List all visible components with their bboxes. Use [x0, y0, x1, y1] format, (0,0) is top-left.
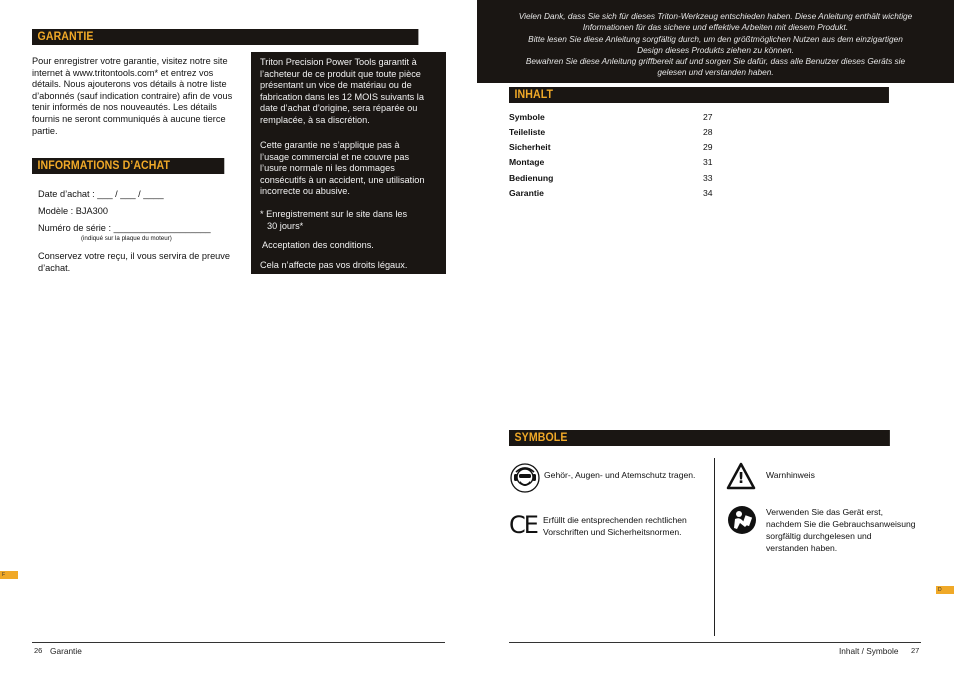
achat-heading: INFORMATIONS D’ACHAT — [32, 158, 224, 174]
toc-item-teileliste[interactable] — [509, 127, 719, 141]
toc-page: 34 — [703, 188, 713, 198]
footer-page-number-right: 27 — [911, 646, 920, 655]
toc-label: Teileliste — [509, 127, 546, 137]
protection-gear-text: Gehör-, Augen- und Atemschutz tragen. — [544, 470, 696, 480]
text-line: détails. Nous ajouterons vos détails à notre liste — [32, 79, 227, 90]
model-number: Modèle : BJA300 — [38, 206, 108, 216]
toc-item-montage[interactable] — [509, 157, 719, 171]
symbole-heading: SYMBOLE — [509, 430, 890, 446]
intro-banner — [477, 0, 954, 83]
garantie-text — [32, 56, 247, 137]
text-line: sorgfältig durchgelesen und — [766, 531, 872, 541]
toc-page: 27 — [703, 112, 713, 122]
footer-divider-right — [509, 642, 921, 643]
ce-mark-text — [543, 514, 687, 538]
text-line: fournis ne seront communiqués à aucune tierce — [32, 113, 226, 124]
text-line: Erfüllt die entsprechenden rechtlichen — [543, 515, 687, 525]
toc-page: 33 — [703, 173, 713, 183]
footer-title-right: Inhalt / Symbole — [839, 646, 899, 656]
warranty-terms-box — [251, 52, 446, 274]
text-line: Vorschriften und Sicherheitsnormen. — [543, 527, 682, 537]
toc-item-garantie[interactable] — [509, 188, 719, 202]
ce-mark-icon: CE — [509, 511, 537, 539]
purchase-date: Date d’achat : ___ / ___ / ____ — [38, 189, 164, 199]
toc-item-sicherheit[interactable] — [509, 142, 719, 156]
warning-triangle-icon: ! — [726, 462, 756, 495]
warranty-para-4: Acceptation des conditions. — [262, 240, 374, 250]
toc-item-bedienung[interactable] — [509, 173, 719, 187]
text-line: Verwenden Sie das Gerät erst, — [766, 507, 884, 517]
symbol-column-divider — [714, 458, 715, 636]
serial-number: Numéro de série : ___________________ — [38, 223, 211, 233]
text-line: Pour enregistrer votre garantie, visitez notre site — [32, 56, 228, 66]
protection-gear-icon — [510, 463, 540, 498]
read-manual-icon — [727, 505, 757, 540]
garantie-heading: GARANTIE — [32, 29, 418, 45]
toc-item-symbole[interactable] — [509, 112, 719, 126]
footer-title-left: Garantie — [50, 646, 82, 656]
text-line: d’abonnés (sauf indication contraire) afin de vous — [32, 90, 233, 101]
intro-text: Vielen Dank, dass Sie sich für dieses Triton-Werkzeug entschieden haben. Diese Anleitung enthält wichtige Informationen für das sichere und effektive Arbeiten mit diesem Produkt. Bitte lesen Sie diese Anleitung sorgfältig durch, um den größtmöglichen Nutzen aus dem einzigartigen Design dieses Produkts ziehen zu können. Bewahren Sie diese Anleitung griffbereit auf und sorgen Sie dafür, dass alle Benutzer dieses Geräts sie gelesen und verstanden haben. — [518, 11, 913, 78]
warranty-para-2: Cette garantie ne s’applique pas à l’usage commercial et ne couvre pas l’usure normale ni les dommages consécutifs à un accident, une utilisation incorrecte ou abusive. — [260, 140, 425, 197]
text-line: d’achat. — [38, 262, 71, 273]
text-line: nachdem Sie die Gebrauchsanweisung — [766, 519, 916, 529]
toc-page: 29 — [703, 142, 713, 152]
warranty-para-5: Cela n’affecte pas vos droits légaux. — [260, 260, 408, 270]
text-line: tenir informés de nos nouveautés. Les détails — [32, 102, 217, 113]
warning-text: Warnhinweis — [766, 470, 815, 480]
read-manual-text — [766, 506, 916, 554]
toc-label: Montage — [509, 157, 545, 167]
toc-label: Symbole — [509, 112, 545, 122]
toc-label: Sicherheit — [509, 142, 551, 152]
footer-page-number-left: 26 — [34, 646, 43, 655]
toc-label: Garantie — [509, 188, 544, 198]
text-line: verstanden haben. — [766, 543, 838, 553]
keep-receipt — [38, 251, 248, 274]
inhalt-heading: INHALT — [509, 87, 889, 103]
serial-note: (indiqué sur la plaque du moteur) — [81, 235, 172, 242]
language-tab-f: F — [0, 571, 18, 579]
footer-divider-left — [32, 642, 445, 643]
toc-label: Bedienung — [509, 173, 554, 183]
language-tab-d: D — [936, 586, 954, 594]
toc-page: 31 — [703, 157, 713, 167]
warranty-para-3: * Enregistrement sur le site dans les 30 jours* — [260, 209, 408, 231]
warranty-para-1: Triton Precision Power Tools garantit à l’acheteur de ce produit que toute pièce présentant un vice de matériau ou de fabrication dans les 12 MOIS suivants la date d’achat d’origine, sera réparée ou remplacée, à sa discrétion. — [260, 57, 424, 125]
text-line: internet à www.tritontools.com* et entrez vos — [32, 67, 214, 78]
text-line: Conservez votre reçu, il vous servira de preuve — [38, 251, 230, 261]
text-line: partie. — [32, 125, 58, 136]
toc-page: 28 — [703, 127, 713, 137]
